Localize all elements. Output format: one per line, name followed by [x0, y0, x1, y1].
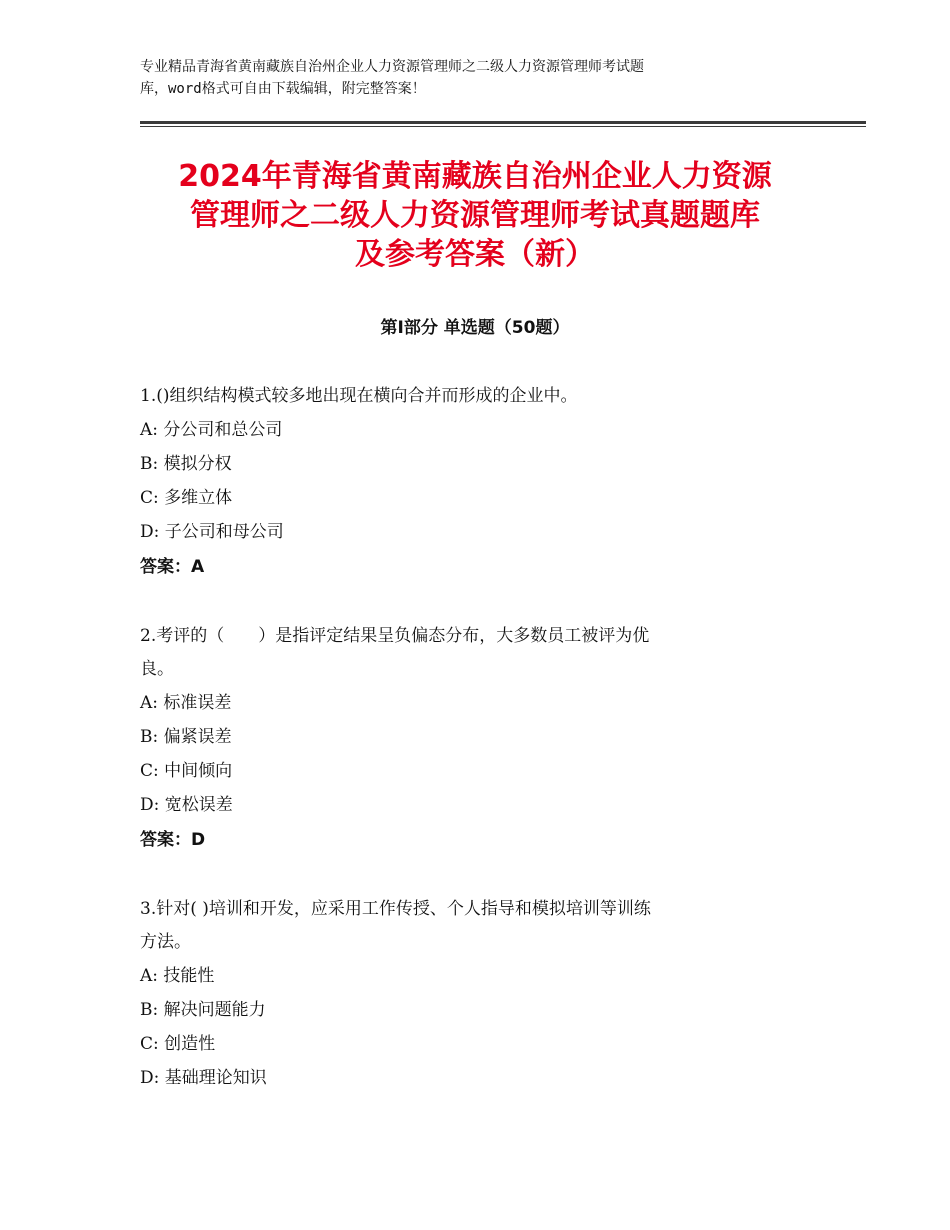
title-line-3: 及参考答案（新） [355, 237, 595, 272]
question-3-option-c: C: 创造性 [140, 1034, 216, 1054]
header-note-line-2: 库，word格式可自由下载编辑，附完整答案！ [140, 81, 426, 97]
section-heading: 第Ⅰ部分 单选题（50题） [380, 318, 570, 338]
question-2-stem-line-2: 良。 [140, 659, 174, 679]
question-3-stem-line-2: 方法。 [140, 932, 191, 952]
question-3-option-a: A: 技能性 [140, 966, 215, 986]
question-2-option-c: C: 中间倾向 [140, 761, 233, 781]
question-1-option-c: C: 多维立体 [140, 488, 233, 508]
header-note-line-1: 专业精品青海省黄南藏族自治州企业人力资源管理师之二级人力资源管理师考试题 [140, 59, 644, 75]
document-title [120, 157, 830, 274]
question-1-answer: 答案：A [140, 557, 205, 577]
title-line-1: 2024年青海省黄南藏族自治州企业人力资源 [178, 159, 772, 194]
header-note [140, 56, 830, 100]
title-line-2: 管理师之二级人力资源管理师考试真题题库 [190, 198, 760, 233]
question-3-option-d: D: 基础理论知识 [140, 1068, 267, 1088]
question-1-option-b: B: 模拟分权 [140, 454, 232, 474]
question-3-stem-line-1: 3.针对( )培训和开发，应采用工作传授、个人指导和模拟培训等训练 [140, 899, 651, 919]
question-2-stem-line-1: 2.考评的（ ）是指评定结果呈负偏态分布，大多数员工被评为优 [140, 626, 650, 646]
question-1-stem: 1.()组织结构模式较多地出现在横向合并而形成的企业中。 [140, 386, 578, 406]
header-rule-thick [140, 121, 866, 124]
header-rule-thin [140, 126, 866, 127]
question-1-option-a: A: 分公司和总公司 [140, 420, 283, 440]
question-2-option-b: B: 偏紧误差 [140, 727, 232, 747]
question-2-option-d: D: 宽松误差 [140, 795, 233, 815]
question-2-answer: 答案：D [140, 830, 206, 850]
question-2-option-a: A: 标准误差 [140, 693, 232, 713]
question-3-option-b: B: 解决问题能力 [140, 1000, 266, 1020]
question-1-option-d: D: 子公司和母公司 [140, 522, 284, 542]
